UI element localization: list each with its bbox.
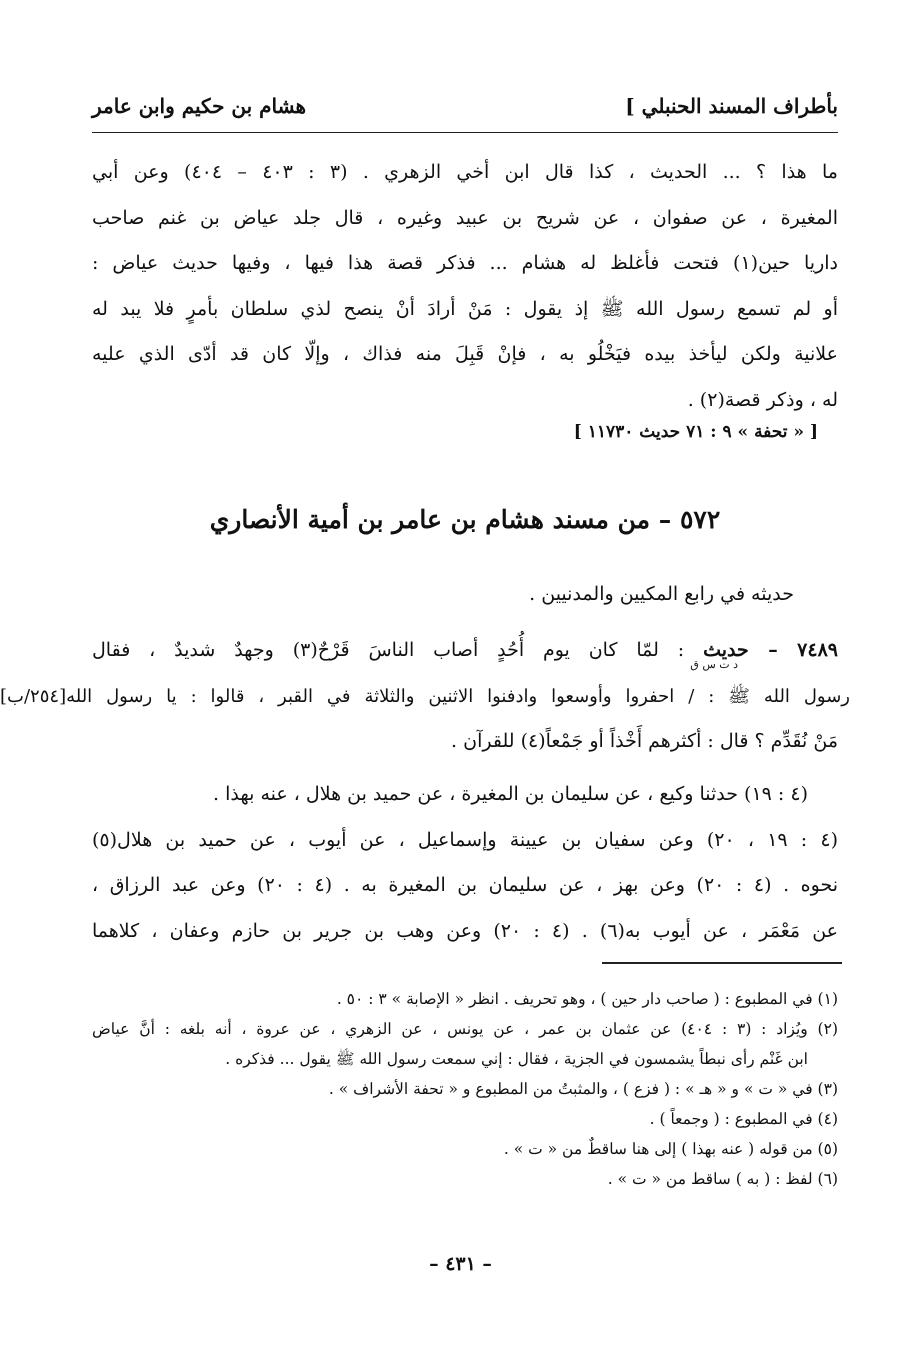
text-line: رسول الله ﷺ : / احفروا وأوسعوا وادفنوا الاثنين والثلاثة في القبر ، قالوا : يا رسول الله[٢٥٤/ب] xyxy=(0,685,850,707)
footnote: (٦) لفظ : ( به ) ساقط من « ت » . xyxy=(607,1170,838,1188)
footnote: (١) في المطبوع : ( صاحب دار حين ) ، وهو تحريف . انظر « الإصابة » ٣ : ٥٠ . xyxy=(336,990,838,1008)
header-book-title: بأطراف المسند الحنبلي ] xyxy=(625,94,838,118)
hadith-text: : لمّا كان يوم أُحُدٍ أصاب الناسَ قَرْحٌ(٣) وجهدٌ شديدٌ ، فقال xyxy=(92,639,685,661)
text-line: داريا حين(١) فتحت فأغلظ له هشام ... فذكر قصة هذا فيها ، وفيها حديث عياض : xyxy=(92,252,838,274)
page-number: – ٤٣١ – xyxy=(429,1253,492,1275)
intro-paragraph xyxy=(92,150,838,423)
text-line: (٤ : ١٩) حدثنا وكيع ، عن سليمان بن المغيرة ، عن حميد بن هلال ، عنه بهذا . xyxy=(213,783,808,805)
text-line: علانية ولكن ليأخذ بيده فيَخْلُو به ، فإنْ قَبِلَ منه فذاك ، وإلّا كان قد أدّى الذي عليه xyxy=(92,343,838,365)
hadith-paragraph xyxy=(0,628,850,765)
text-line: ما هذا ؟ ... الحديث ، كذا قال ابن أخي الزهري . (٣ : ٤٠٣ – ٤٠٤) وعن أبي xyxy=(92,161,838,183)
footnote: (٢) ويُزاد : (٣ : ٤٠٤) عن عثمان بن عمر ، عن يونس ، عن الزهري ، عن عروة ، أنه بلغه : أنَّ عياض xyxy=(92,1020,838,1038)
footnote: ابن غَنْم رأى نبطاً يشمسون في الجزية ، فقال : إني سمعت رسول الله ﷺ يقول ... فذكره . xyxy=(225,1050,808,1068)
text-line: مَنْ نُقَدِّم ؟ قال : أكثرهم أَخْذاً أو جَمْعاً(٤) للقرآن . xyxy=(451,730,838,752)
text-line: عن مَعْمَر ، عن أيوب به(٦) . (٤ : ٢٠) وعن وهب بن جرير بن حازم وعفان ، كلاهما xyxy=(92,919,838,942)
footnotes xyxy=(92,984,838,1194)
text-line: المغيرة ، عن صفوان ، عن شريح بن عبيد وغيره ، قال جلد عياض بن غنم صاحب xyxy=(92,206,838,229)
tuhfa-reference: [ « تحفة » ٩ : ٧١ حديث ١١٧٣٠ ] xyxy=(573,422,818,442)
text-line: (٤ : ١٩ ، ٢٠) وعن سفيان بن عيينة وإسماعيل ، عن أيوب ، عن حميد بن هلال(٥) xyxy=(92,828,838,851)
text-line: حديثه في رابع المكيين والمدنيين . xyxy=(529,583,794,605)
footnote-divider xyxy=(602,962,842,964)
text-line: نحوه . (٤ : ٢٠) وعن بهز ، عن سليمان بن المغيرة به . (٤ : ٢٠) وعن عبد الرزاق ، xyxy=(92,874,838,896)
text-line: له ، وذكر قصة(٢) . xyxy=(687,388,838,411)
footnote: (٣) في « ت » و « هـ » : ( فزع ) ، والمثبتُ من المطبوع و « تحفة الأشراف » . xyxy=(328,1080,838,1098)
sigla-marks: د ت س ق xyxy=(690,658,738,671)
footnote: (٥) من قوله ( عنه بهذا ) إلى هنا ساقطٌ من « ت » . xyxy=(503,1140,838,1158)
header-section-title: هشام بن حكيم وابن عامر xyxy=(92,94,307,118)
footnote: (٤) في المطبوع : ( وجمعاً ) . xyxy=(649,1110,838,1128)
running-header xyxy=(92,88,838,133)
isnad-paragraph xyxy=(92,772,838,954)
section-heading: ٥٧٢ – من مسند هشام بن عامر بن أمية الأنصاري xyxy=(209,505,721,534)
section-intro xyxy=(92,572,838,618)
text-line: أو لم تسمع رسول الله ﷺ إذ يقول : مَنْ أرادَ أنْ ينصح لذي سلطان بأمرٍ فلا يبد له xyxy=(92,297,838,320)
hadith-number: ٧٤٨٩ – حديث xyxy=(703,639,838,661)
